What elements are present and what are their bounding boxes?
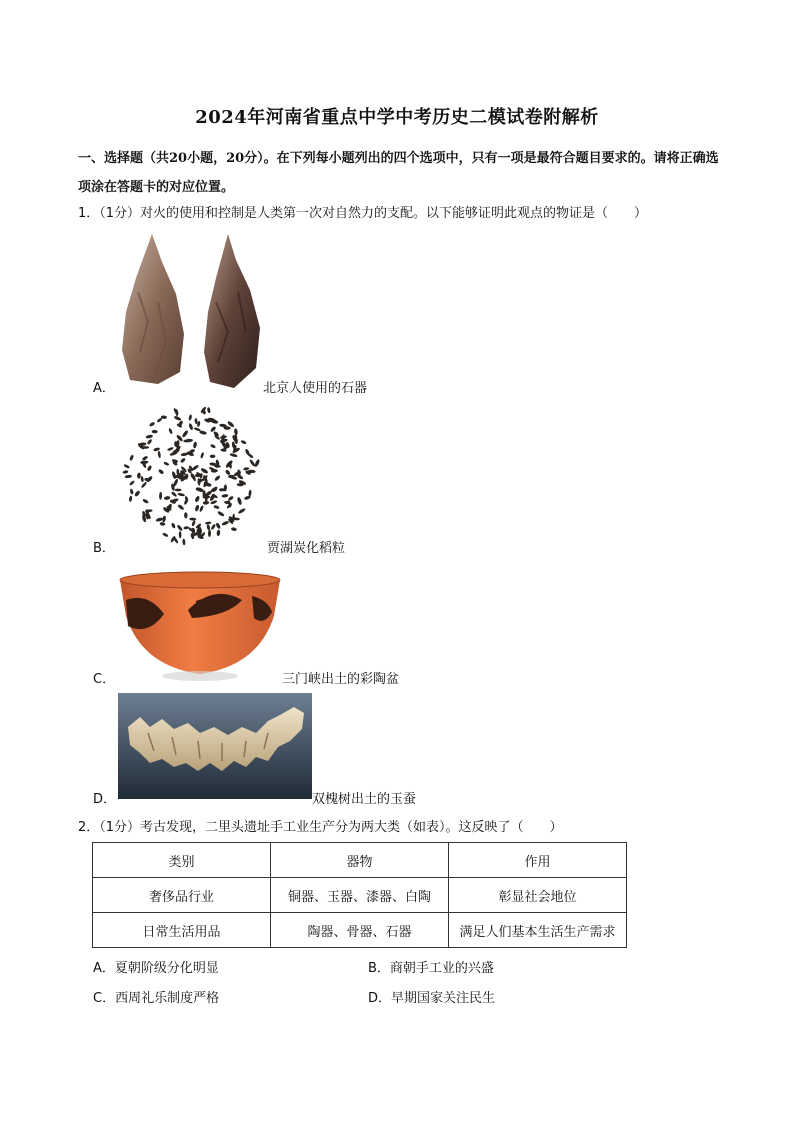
handicraft-table (92, 842, 627, 948)
rice-grain (225, 469, 231, 476)
table-cell: 彰显社会地位 (449, 878, 627, 913)
rice-grain (194, 418, 198, 424)
rice-grain (194, 495, 200, 502)
option-c-caption: 三门峡出土的彩陶盆 (282, 672, 400, 687)
rice-grain (157, 451, 161, 459)
rice-grain (231, 527, 237, 532)
rice-grain (176, 524, 183, 531)
rice-grain (124, 475, 132, 479)
rice-grain (162, 515, 167, 522)
rice-grain (171, 522, 176, 529)
rice-grain (129, 496, 133, 503)
table-cell: 陶器、骨器、石器 (271, 913, 449, 948)
rice-grain (149, 421, 156, 427)
rice-grain (142, 498, 149, 504)
q2-option-d: D．早期国家关注民生 (368, 991, 496, 1006)
rice-grain (167, 447, 174, 452)
rice-grain (214, 475, 221, 482)
rice-grain (129, 480, 135, 486)
rice-grain (162, 532, 169, 537)
section-header: 一、选择题（共20小题，20分）。在下列每小题列出的四个选项中，只有一项是最符合题目要求的。请将正确选项涂在答题卡的对应位置。 (78, 151, 719, 195)
rice-grain (130, 488, 134, 494)
rice-grain (207, 407, 211, 413)
rice-grain (206, 524, 210, 531)
rice-grain (214, 465, 220, 468)
option-b-caption: 贾湖炭化稻粒 (267, 541, 346, 556)
table-cell: 铜器、玉器、漆器、白陶 (271, 878, 449, 913)
rice-grain (210, 444, 216, 449)
option-c-letter: C． (93, 672, 116, 687)
rice-grain (188, 423, 193, 431)
page-title: 2024年河南省重点中学中考历史二模试卷附解析 (195, 107, 599, 128)
rice-grain (210, 523, 216, 530)
rice-grain (193, 441, 197, 448)
rice-grain (147, 439, 153, 446)
q2-option-a: A．夏朝阶级分化明显 (93, 961, 219, 976)
rice-grain (240, 440, 247, 445)
rice-grain (122, 470, 128, 474)
rice-grain (237, 497, 243, 506)
rice-grain (189, 517, 196, 520)
rice-grain (179, 531, 182, 538)
rice-grain (145, 434, 153, 439)
option-d-caption: 双槐树出土的玉蚕 (312, 792, 417, 807)
rice-grain (208, 530, 211, 538)
option-a-letter: A． (93, 381, 115, 396)
rice-grain (175, 489, 182, 492)
rice-grain (215, 522, 221, 529)
table-header-row (93, 843, 627, 878)
rice-grain (213, 505, 220, 510)
rice-grain (249, 459, 256, 467)
pottery-basin-image (118, 566, 282, 682)
rice-grain (191, 520, 196, 526)
rice-grain (191, 464, 199, 471)
rice-grain (140, 476, 144, 482)
rice-grain (180, 457, 186, 463)
rice-grain (163, 461, 169, 466)
rice-grain (129, 454, 134, 461)
rice-grain (181, 430, 189, 438)
rice-grain (176, 434, 184, 442)
rice-grain (173, 415, 181, 421)
rice-grain (202, 495, 210, 498)
q2-option-b: B．商朝手工业的兴盛 (368, 961, 494, 976)
rice-grain (217, 510, 225, 517)
rice-grain (194, 427, 201, 432)
question-1-stem: 1．（1分）对火的使用和控制是人类第一次对自然力的支配。以下能够证明此观点的物证是（ ） (78, 206, 648, 221)
rice-grain (168, 428, 173, 435)
rice-grain (243, 467, 250, 471)
table-row (93, 878, 627, 913)
table-cell: 满足人们基本生活生产需求 (449, 913, 627, 948)
rice-grain (248, 490, 252, 497)
question-2-stem: 2．（1分）考古发现，二里头遗址手工业生产分为两大类（如表）。这反映了（ ） (78, 820, 563, 835)
rice-grain (199, 505, 204, 512)
rice-grain (184, 512, 188, 518)
rice-grain (147, 465, 153, 472)
rice-grain (183, 526, 189, 530)
rice-grain (142, 455, 149, 461)
rice-grain (177, 492, 185, 496)
rice-grain (182, 538, 185, 545)
rice-grain (140, 460, 148, 464)
q2-option-c: C．西周礼乐制度严格 (93, 991, 220, 1006)
rice-grain (159, 522, 165, 526)
option-a-caption: 北京人使用的石器 (263, 381, 368, 396)
rice-grain (229, 453, 238, 458)
table-header-cell: 类别 (93, 843, 271, 878)
jade-silkworm-image (118, 693, 312, 799)
rice-grain (171, 491, 178, 498)
option-b-letter: B． (93, 541, 115, 556)
table-header-cell: 器物 (271, 843, 449, 878)
rice-grain (234, 428, 238, 435)
rice-grain (205, 521, 212, 524)
rice-grain (221, 494, 228, 498)
stone-tools-image (118, 232, 264, 390)
rice-grain (200, 452, 205, 459)
rice-grain (177, 504, 184, 511)
rice-grain (158, 469, 165, 475)
table-cell: 奢侈品行业 (93, 878, 271, 913)
rice-grain (152, 430, 158, 434)
table-cell: 日常生活用品 (93, 913, 271, 948)
rice-grain (188, 414, 192, 421)
table-header-cell: 作用 (449, 843, 627, 878)
rice-grain (210, 455, 216, 458)
option-d-letter: D． (93, 792, 117, 807)
rice-grain (210, 426, 217, 433)
table-row (93, 913, 627, 948)
rice-grain (216, 530, 220, 537)
rice-grain (155, 517, 163, 522)
rice-grain (123, 464, 130, 469)
rice-grain (141, 481, 148, 488)
rice-grain (164, 496, 171, 501)
rice-grain (137, 472, 141, 478)
rice-grain (159, 492, 162, 500)
rice-grain (203, 501, 210, 505)
rice-grain (238, 508, 247, 515)
rice-grains-image (118, 402, 268, 550)
rice-grain (194, 504, 199, 512)
rice-grain (221, 520, 229, 526)
rice-grain (134, 490, 141, 497)
